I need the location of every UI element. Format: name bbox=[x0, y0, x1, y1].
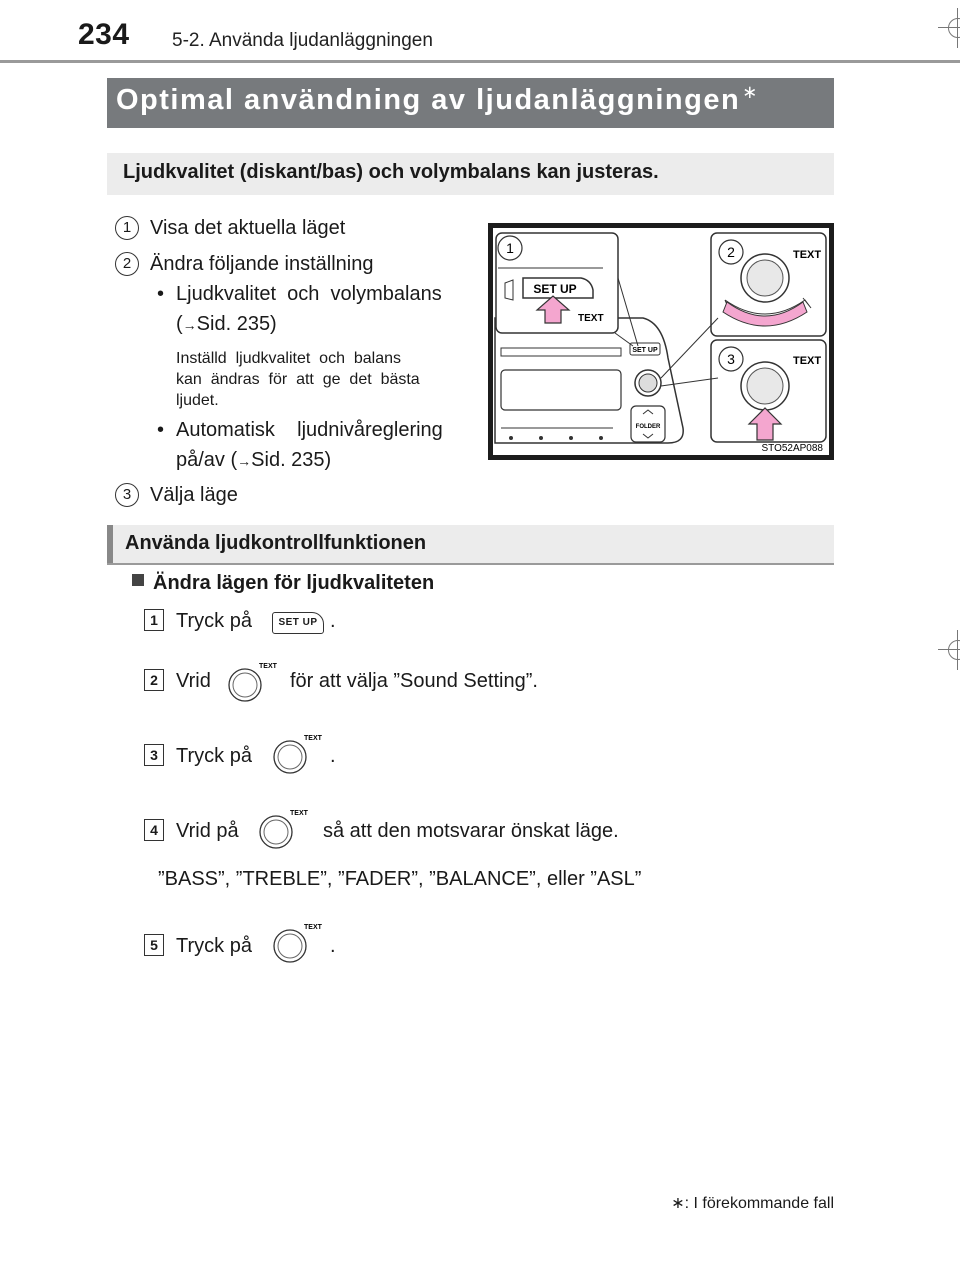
illustration bbox=[493, 228, 829, 455]
step-number-1: 1 bbox=[144, 609, 164, 631]
setup-zoom-label: SET UP bbox=[533, 282, 577, 296]
callout-number-1: 1 bbox=[115, 216, 139, 240]
note-line-1: Inställd ljudkvalitet och balans bbox=[176, 350, 402, 367]
callout-text-3: Välja läge bbox=[150, 484, 238, 506]
note-line-2: kan ändras för att ge det bästa bbox=[176, 371, 420, 388]
text-label-2: TEXT bbox=[793, 249, 822, 261]
setup-small-label: SET UP bbox=[632, 347, 658, 354]
svg-text:TEXT: TEXT bbox=[259, 663, 277, 670]
footnote-mark: ∗ bbox=[671, 1195, 685, 1212]
section-path: 5-2. Använda ljudanläggningen bbox=[172, 30, 433, 51]
svg-text:TEXT: TEXT bbox=[290, 810, 308, 817]
step-2-before: Vrid bbox=[176, 670, 211, 692]
knob-icon bbox=[272, 924, 322, 960]
paren-open: ( bbox=[176, 313, 183, 335]
callout-text-1: Visa det aktuella läget bbox=[150, 217, 346, 239]
callout-number-2: 2 bbox=[115, 252, 139, 276]
step-4-options: ”BASS”, ”TREBLE”, ”FADER”, ”BALANCE”, eller ”ASL” bbox=[158, 868, 642, 890]
zoom-label-2: 2 bbox=[727, 244, 735, 260]
footnote bbox=[671, 1193, 834, 1213]
callout-text-2: Ändra följande inställning bbox=[150, 253, 374, 275]
panel-display bbox=[501, 370, 621, 410]
folder-label: FOLDER bbox=[635, 424, 661, 430]
bullet-2-prefix: på/av ( bbox=[176, 449, 238, 471]
registration-mark-icon bbox=[938, 630, 960, 670]
step-2-after: för att välja ”Sound Setting”. bbox=[290, 670, 538, 692]
step-3-after: . bbox=[330, 745, 336, 767]
arrow-ref-icon: → bbox=[182, 317, 197, 333]
knob-icon bbox=[272, 735, 322, 771]
cd-slot bbox=[501, 348, 621, 356]
illustration-code: STO52AP088 bbox=[761, 443, 823, 454]
page-number: 234 bbox=[78, 18, 130, 51]
svg-text:TEXT: TEXT bbox=[304, 924, 322, 931]
page-title bbox=[116, 84, 759, 117]
zoom-label-3: 3 bbox=[727, 351, 735, 367]
step-5-before: Tryck på bbox=[176, 935, 252, 957]
page-ref-link[interactable]: Sid. 235) bbox=[196, 313, 277, 335]
header-rule bbox=[0, 60, 960, 63]
lead-text: Ljudkvalitet (diskant/bas) och volymbalans kan justeras. bbox=[123, 161, 659, 183]
subsection-title: Använda ljudkontrollfunktionen bbox=[125, 532, 427, 554]
bullet-1-text: Ljudkvalitet och volymbalans bbox=[176, 283, 442, 305]
subheading: Ändra lägen för ljudkvaliteten bbox=[153, 572, 435, 594]
step-number-4: 4 bbox=[144, 819, 164, 841]
step-number-2: 2 bbox=[144, 669, 164, 691]
step-number-5: 5 bbox=[144, 934, 164, 956]
step-5-after: . bbox=[330, 935, 336, 957]
page-ref-link[interactable]: Sid. 235) bbox=[251, 449, 332, 471]
subsection-rule bbox=[107, 563, 834, 565]
square-bullet-icon bbox=[132, 574, 144, 586]
bullet-1-ref bbox=[176, 313, 277, 336]
note-line-3: ljudet. bbox=[176, 392, 219, 409]
svg-text:TEXT: TEXT bbox=[304, 735, 322, 742]
step-number-3: 3 bbox=[144, 744, 164, 766]
registration-mark-icon bbox=[938, 8, 960, 48]
footnote-text: : I förekommande fall bbox=[684, 1195, 834, 1212]
step-1-before: Tryck på bbox=[176, 610, 252, 632]
bullet-mark: • bbox=[157, 419, 165, 441]
step-3-before: Tryck på bbox=[176, 745, 252, 767]
asterisk-mark: ∗ bbox=[742, 82, 759, 102]
audio-panel-illustration bbox=[493, 228, 829, 455]
setup-button-icon: SET UP bbox=[272, 612, 324, 634]
knob-icon bbox=[227, 663, 277, 699]
step-1-after: . bbox=[330, 610, 336, 632]
text-label-1: TEXT bbox=[578, 313, 604, 324]
zoom-label-1: 1 bbox=[506, 240, 514, 256]
bullet-2-ref bbox=[176, 449, 331, 472]
arrow-ref-icon: → bbox=[237, 453, 252, 469]
step-4-after: så att den motsvarar önskat läge. bbox=[323, 820, 619, 842]
callout-number-3: 3 bbox=[115, 483, 139, 507]
bullet-2-text: Automatisk ljudnivåreglering bbox=[176, 419, 443, 441]
page-title-text: Optimal användning av ljudanläggningen bbox=[116, 84, 741, 116]
step-4-before: Vrid på bbox=[176, 820, 239, 842]
knob-icon bbox=[258, 810, 308, 846]
text-label-3: TEXT bbox=[793, 355, 822, 367]
bullet-mark: • bbox=[157, 283, 165, 305]
